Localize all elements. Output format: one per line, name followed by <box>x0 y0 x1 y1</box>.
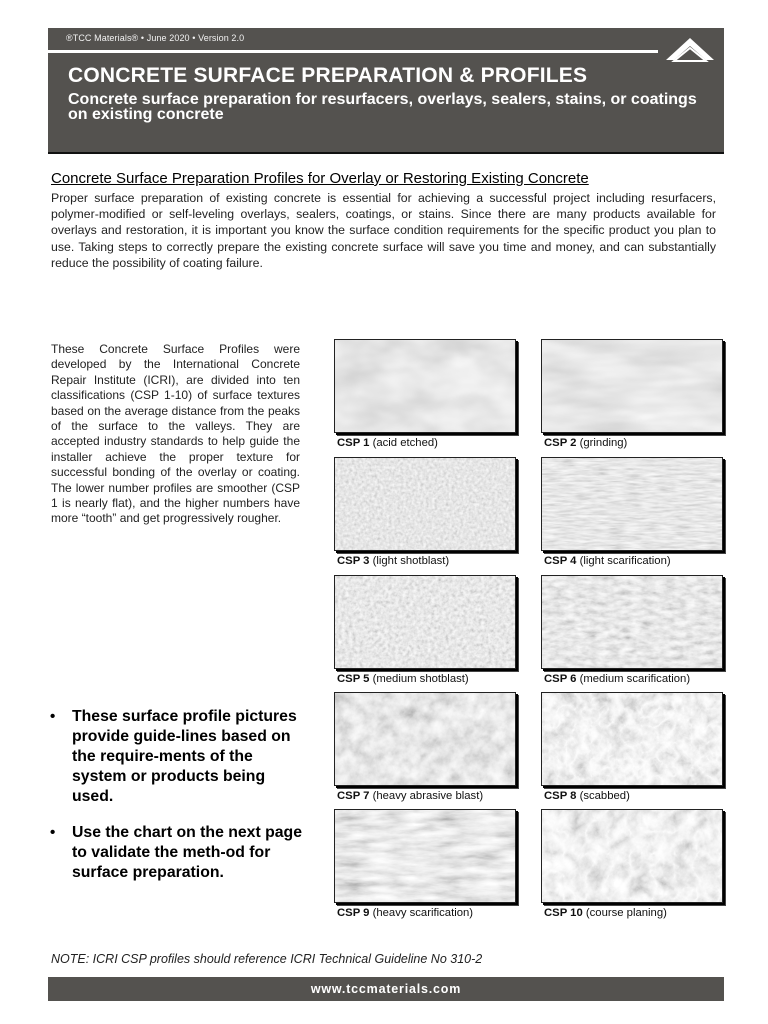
csp-2-texture <box>541 339 723 433</box>
header-banner <box>48 28 724 154</box>
csp-method: (light shotblast) <box>372 555 450 567</box>
csp-code: CSP 6 <box>544 673 577 685</box>
csp-5-caption <box>337 673 469 685</box>
csp-method: (medium scarification) <box>579 673 691 685</box>
csp-method: (grinding) <box>579 437 628 449</box>
csp-code: CSP 3 <box>337 555 370 567</box>
csp-1-texture <box>334 339 516 433</box>
bullet-item <box>48 823 310 883</box>
footer-bar <box>48 977 724 1001</box>
csp-7-tile <box>334 692 516 804</box>
csp-2-tile <box>541 339 723 451</box>
csp-3-caption <box>337 555 449 567</box>
section-title: Concrete Surface Preparation Profiles for Overlay or Restoring Existing Concrete <box>51 170 589 187</box>
csp-5-tile <box>334 575 516 687</box>
csp-code: CSP 5 <box>337 673 370 685</box>
csp-description: These Concrete Surface Profiles were developed by the International Concrete Repair Institute (ICRI), are divided into ten classifications (CSP 1-10) of surface textures based on the average distance from the peaks of the surface to the valleys. They are accepted industry standards to help guide the installer achieve the proper texture for successful bonding of the overlay or coating. The lower number profiles are smoother (CSP 1 is nearly flat), and the higher numbers have more “tooth” and get progressively rougher. <box>51 342 300 526</box>
csp-code: CSP 8 <box>544 790 577 802</box>
csp-3-texture <box>334 457 516 551</box>
csp-10-caption <box>544 907 667 919</box>
bullet-dot-icon: • <box>50 708 56 725</box>
csp-7-texture <box>334 692 516 786</box>
csp-6-texture <box>541 575 723 669</box>
csp-method: (scabbed) <box>579 790 630 802</box>
csp-7-caption <box>337 790 483 802</box>
csp-method: (heavy abrasive blast) <box>372 790 484 802</box>
roof-chevron-logo-icon <box>664 34 716 64</box>
csp-code: CSP 7 <box>337 790 370 802</box>
csp-method: (medium shotblast) <box>372 673 469 685</box>
website-link[interactable]: www.tccmaterials.com <box>310 982 462 996</box>
csp-3-tile <box>334 457 516 569</box>
csp-method: (course planing) <box>585 907 667 919</box>
header-meta: ®TCC Materials® • June 2020 • Version 2.0 <box>66 33 245 43</box>
page-subtitle: Concrete surface preparation for resurfacers, overlays, sealers, stains, or coatings on existing concrete <box>68 91 697 123</box>
bullet-dot-icon: • <box>50 824 56 841</box>
csp-code: CSP 9 <box>337 907 370 919</box>
csp-4-texture <box>541 457 723 551</box>
bullet-list <box>48 707 310 899</box>
csp-code: CSP 4 <box>544 555 577 567</box>
csp-6-tile <box>541 575 723 687</box>
csp-9-texture <box>334 809 516 903</box>
csp-9-caption <box>337 907 473 919</box>
bullet-text: These surface profile pictures provide guide-lines based on the require-ments of the system or products being used. <box>72 708 297 805</box>
csp-6-caption <box>544 673 690 685</box>
csp-9-tile <box>334 809 516 921</box>
csp-10-texture <box>541 809 723 903</box>
csp-2-caption <box>544 437 627 449</box>
csp-method: (acid etched) <box>372 437 438 449</box>
bullet-item <box>48 707 310 807</box>
bullet-text: Use the chart on the next page to validate the meth-od for surface preparation. <box>72 824 302 881</box>
csp-8-texture <box>541 692 723 786</box>
csp-1-caption <box>337 437 438 449</box>
csp-method: (light scarification) <box>579 555 671 567</box>
page-title: CONCRETE SURFACE PREPARATION & PROFILES <box>68 64 588 87</box>
csp-8-tile <box>541 692 723 804</box>
csp-4-caption <box>544 555 671 567</box>
header-rule <box>48 50 658 53</box>
csp-code: CSP 10 <box>544 907 583 919</box>
intro-paragraph: Proper surface preparation of existing concrete is essential for achieving a successful project including resurfacers, polymer-modified or self-leveling overlays, sealers, coatings, or stains. Since there are many products available for overlays and restoration, it is important you know the surface condition requirements for the specific product you plan to use. Taking steps to correctly prepare the existing concrete surface will save you time and money, and can substantially reduce the possibility of coating failure. <box>51 191 716 270</box>
csp-4-tile <box>541 457 723 569</box>
csp-5-texture <box>334 575 516 669</box>
csp-1-tile <box>334 339 516 451</box>
csp-8-caption <box>544 790 630 802</box>
csp-code: CSP 1 <box>337 437 370 449</box>
icri-note: NOTE: ICRI CSP profiles should reference ICRI Technical Guideline No 310-2 <box>51 952 483 966</box>
csp-10-tile <box>541 809 723 921</box>
csp-code: CSP 2 <box>544 437 577 449</box>
csp-method: (heavy scarification) <box>372 907 474 919</box>
